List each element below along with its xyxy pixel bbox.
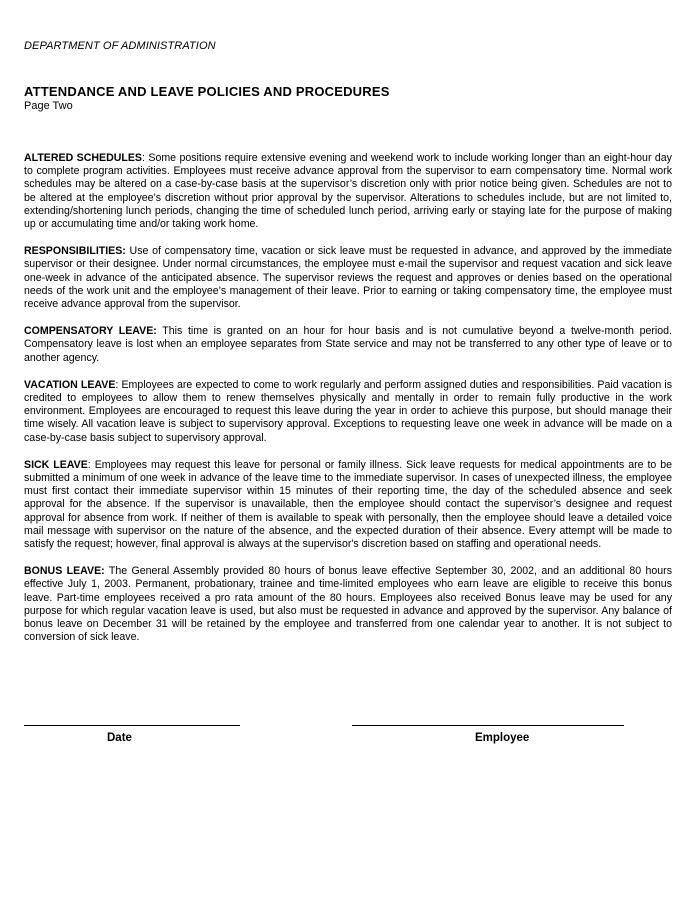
section-text: Employees may request this leave for personal or family illness. Sick leave requests for medical appointments are to be submitted a minimum of one week in advance of the leave time to the immediate supervisor. In cases of unexpected illness, the employee must first contact their immediate supervisor within 15 minutes of their reporting time, the day of the scheduled absence and seek approval for the absence. If the supervisor is unavailable, then the employee should contact the supervisor’s designee and request approval for absence from work. If neither of them is available to speak with personally, then the employee should leave a detailed voice mail message with supervisor on the nature of the absence, and the expected duration of their absence. Every attempt will be made to satisfy the request; however, final approval is always at the supervisor's discretion based on staffing and operational needs.: [24, 458, 672, 551]
employee-signature-line[interactable]: [352, 725, 624, 726]
section-text: Use of compensatory time, vacation or sick leave must be requested in advance, and approved by the immediate supervisor or their designee. Under normal circumstances, the employee must e-mail the supervisor and request vacation and sick leave one-week in advance of the anticipated absence. The supervisor reviews the request and approves or denies based on the operational needs of the work unit and the employee’s management of their leave. Prior to earning or taking compensatory time, the employee must receive advance approval from the supervisor.: [24, 245, 672, 311]
section-separator: :: [115, 378, 119, 391]
section-sick-leave: [24, 459, 672, 551]
date-label: Date: [107, 732, 132, 744]
employee-label: Employee: [475, 732, 530, 744]
section-vacation-leave: [24, 379, 672, 445]
section-separator: :: [142, 152, 145, 164]
section-altered-schedules: [24, 152, 672, 231]
section-text: Employees are expected to come to work regularly and perform assigned duties and responsibilities. Paid vacation is credited to employees to allow them to renew themselves physically and mentally in order to remain fully productive in the work environment. Employees are encouraged to request this leave during the year in order to achieve this purpose, but should manage their time wisely. All vacation leave is subject to supervisory approval. Exceptions to requesting leave one week in advance will be made on a case-by-case basis subject to supervisory approval.: [24, 378, 672, 444]
section-heading: COMPENSATORY LEAVE:: [24, 325, 157, 338]
department-name: DEPARTMENT OF ADMINISTRATION: [24, 40, 216, 52]
section-heading: RESPONSIBILITIES:: [24, 245, 126, 258]
date-signature-line[interactable]: [24, 725, 240, 726]
section-bonus-leave: [24, 565, 672, 644]
page-number: Page Two: [24, 100, 73, 112]
section-text: Some positions require extensive evening and weekend work to include working longer than an eight-hour day to complete program activities. Employees must receive advance approval from the supervisor to earn compensatory time. Normal work schedules may be altered on a case-by-case basis at the supervisor’s discretion only with prior notice being given. Schedules are not to be altered at the employee’s discretion without prior approval by the supervisor. Alterations to schedules include, but are not limited to, extending/shortening lunch periods, changing the time of scheduled lunch period, arriving early or staying late for the purpose of making up or accumulating time and/or taking work home.: [24, 152, 672, 231]
section-heading: BONUS LEAVE:: [24, 565, 105, 578]
section-heading: VACATION LEAVE: [24, 378, 116, 391]
section-responsibilities: [24, 245, 672, 311]
document-title: ATTENDANCE AND LEAVE POLICIES AND PROCEDURES: [24, 84, 390, 99]
section-heading: SICK LEAVE: [24, 458, 88, 471]
section-separator: :: [87, 458, 91, 471]
section-heading: ALTERED SCHEDULES: [24, 152, 142, 164]
policy-body: [24, 152, 672, 659]
section-text: This time is granted on an hour for hour basis and is not cumulative beyond a twelve-month period. Compensatory leave is lost when an employee separates from State service and may not be transferred to any other type of leave or to another agency.: [24, 325, 672, 364]
section-compensatory-leave: [24, 325, 672, 365]
section-text: The General Assembly provided 80 hours of bonus leave effective September 30, 2002, and an additional 80 hours effective July 1, 2003. Permanent, probationary, trainee and time-limited employees who earn leave are eligible to receive this bonus leave. Part-time employees received a pro rata amount of the 80 hours. Employees also received Bonus leave may be used for any purpose for which regular vacation leave is used, but also must be requested in advance and approved by the supervisor. Any balance of bonus leave on December 31 will be retained by the employee and transferred from one calendar year to another. It is not subject to conversion of sick leave.: [24, 565, 672, 644]
